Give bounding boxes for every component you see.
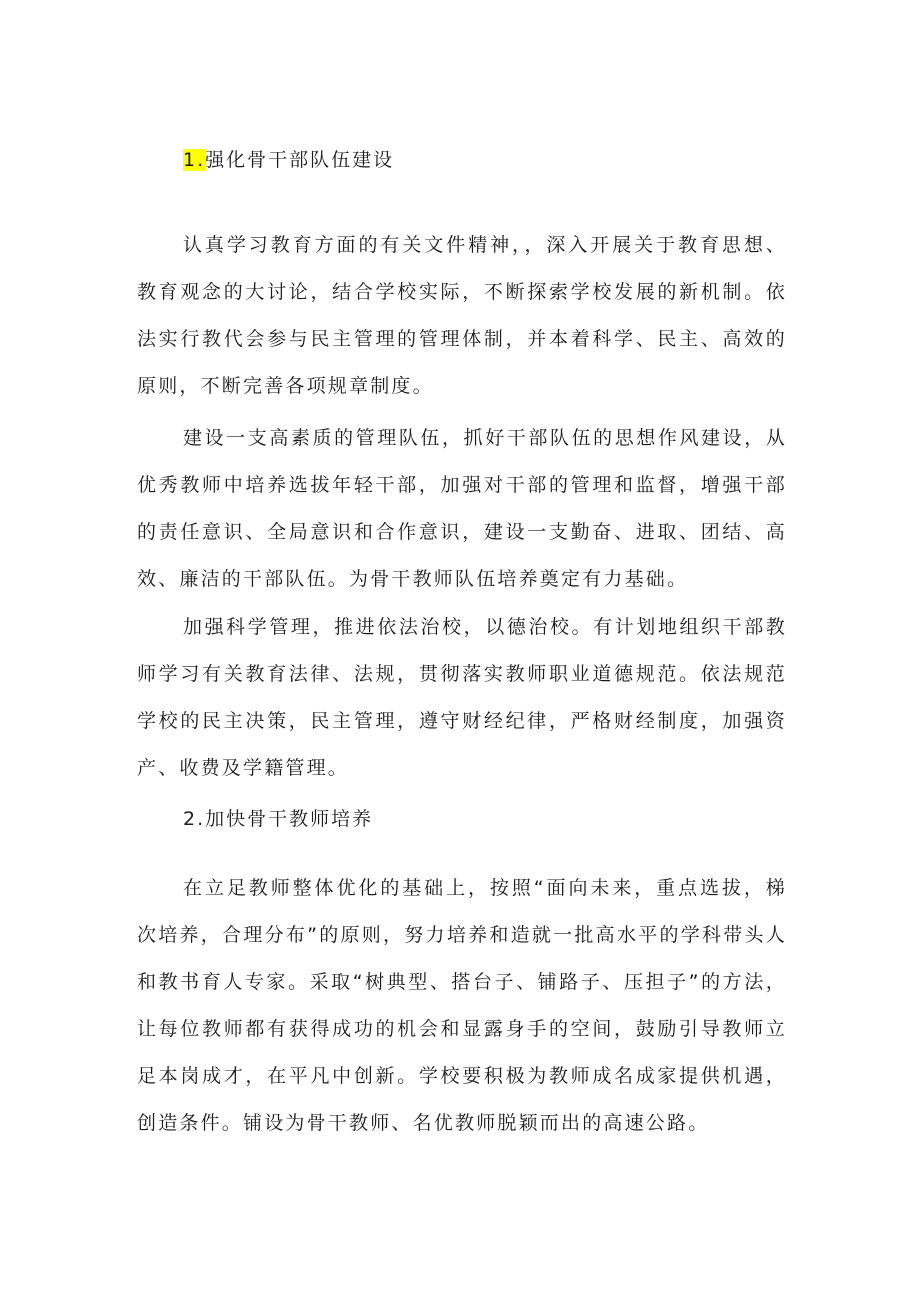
section-1-title: 强化骨干部队伍建设 [205, 149, 395, 171]
section-1-heading [183, 147, 394, 173]
section-2-heading: 2.加快骨干教师培养 [183, 808, 374, 830]
paragraph-scientific-management: 加强科学管理，推进依法治校，以德治校。有计划地组织干部教师学习有关教育法律、法规，贯彻落实教师职业道德规范。依法规范学校的民主决策，民主管理，遵守财经纪律，严格财经制度，加强资产、收费及学籍管理。 [137, 616, 787, 779]
section-1-number: 1. [183, 149, 206, 171]
paragraph-study-documents: 认真学习教育方面的有关文件精神，，深入开展关于教育思想、教育观念的大讨论，结合学校实际，不断探索学校发展的新机制。依法实行教代会参与民主管理的管理体制，并本着科学、民主、高效的原则，不断完善各项规章制度。 [137, 234, 787, 397]
paragraph-management-team: 建设一支高素质的管理队伍，抓好干部队伍的思想作风建设，从优秀教师中培养选拔年轻干部，加强对干部的管理和监督，增强干部的责任意识、全局意识和合作意识，建设一支勤奋、进取、团结、高效、廉洁的干部队伍。为骨干教师队伍培养奠定有力基础。 [137, 427, 787, 590]
paragraph-teacher-training: 在立足教师整体优化的基础上，按照“面向未来，重点选拔，梯次培养，合理分布”的原则，努力培养和造就一批高水平的学科带头人和教书育人专家。采取“树典型、搭台子、铺路子、压担子”的方法，让每位教师都有获得成功的机会和显露身手的空间，鼓励引导教师立足本岗成才，在平凡中创新。学校要积极为教师成名成家提供机遇，创造条件。铺设为骨干教师、名优教师脱颖而出的高速公路。 [137, 877, 787, 1134]
